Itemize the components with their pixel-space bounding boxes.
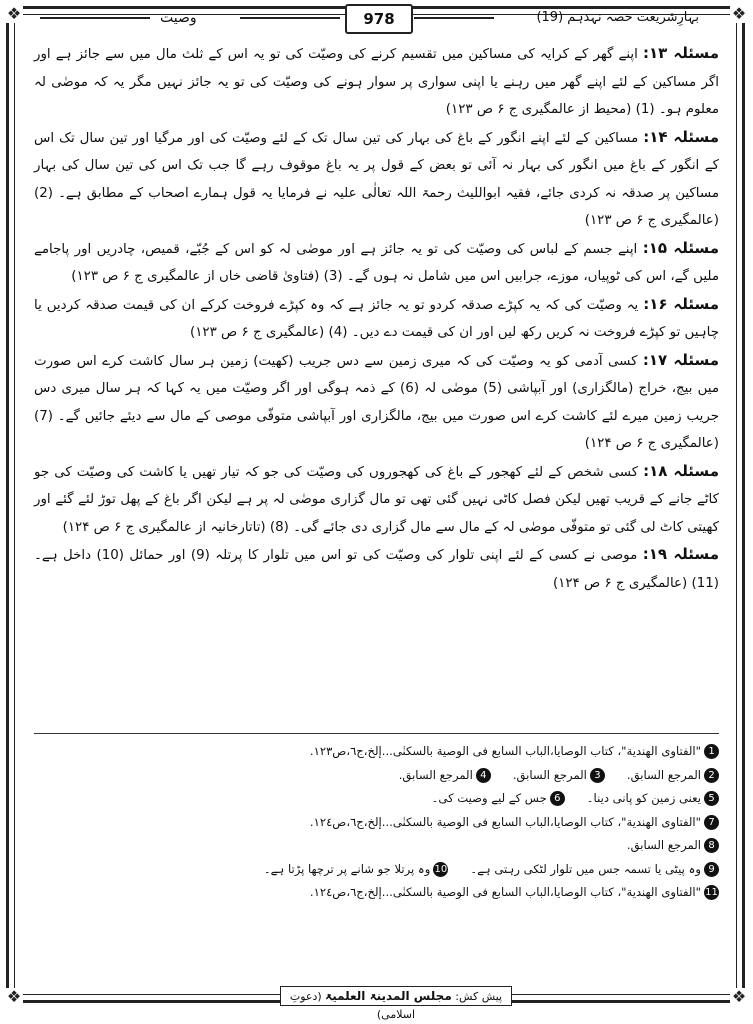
masla-label: مسئلہ ۱۳:: [643, 44, 719, 62]
footnote-text: المرجع السابق.: [626, 838, 701, 852]
footnote-text: "الفتاوی الهندیة"، کتاب الوصایا،الباب السابع فی الوصیة بالسکنٰی...إلخ،ج٦،ص١٢٤.: [309, 885, 701, 899]
footnote-text: یعنی زمین کو پانی دینا۔: [586, 791, 701, 805]
footnote-number: 6: [550, 791, 565, 806]
footnote-number: 8: [704, 838, 719, 853]
footnote: [470, 858, 719, 882]
masla-paragraph: [34, 235, 719, 291]
masla-text: موصی نے کسی کے لئے اپنی تلوار کی وصیّت کی تو اس میں تلوار کا پرتلہ (9) اور حمائل (10) داخل ہے۔ (11) (عالمگیری ج ۶ ص ۱۲۴): [34, 548, 719, 591]
masla-paragraph: [34, 291, 719, 347]
footnote-text: المرجع السابق.: [626, 767, 701, 782]
footnote-number: 3: [590, 768, 605, 783]
body-text: [34, 40, 719, 597]
footnote-text: وہ پیٹی یا تسمہ جس میں تلوار لٹکی رہتی ہے۔: [470, 861, 701, 876]
book-title: بہارِشریعت حصہ نہدہم (19): [536, 10, 699, 25]
publisher-name: مجلس المدینۃ العلمیۃ: [325, 989, 452, 1003]
footnote: [587, 787, 719, 811]
footnote-number: 11: [705, 887, 718, 899]
footnote-separator: [34, 733, 719, 734]
footnote-number: 1: [704, 744, 719, 759]
masla-paragraph: [34, 124, 719, 235]
footnote-text: المرجع السابق.: [512, 767, 587, 782]
ornament-top-right-icon: ❖: [731, 4, 747, 23]
footnote: [627, 834, 719, 858]
masla-text: اپنے گھر کے کرایہ کی مساکین میں تقسیم کرنے کی وصیّت کی تو یہ اس کے ثلث مال میں سے جائز ہے اور اگر مساکین کے لئے اپنے گھر میں رہنے یا اپنی سواری پر سوار ہونے کی وصیّت کی تو یہ جائز نہیں مگر یہ کہ موصٰی لہ معلوم ہو۔ (1) (محیط از عالمگیری ج ۶ ص ۱۲۳): [34, 47, 719, 117]
masla-text: اپنے جسم کے لباس کی وصیّت کی تو یہ جائز ہے اور موصٰی لہ کو اس کے جُبّے، قمیص، چادریں اور پاجامے ملیں گے، اس کی ٹوپیاں، موزے، جرابیں اس میں شامل نہ ہوں گے۔ (3) (فتاویٰ قاضی خاں از عالمگیری ج ۶ ص ۱۲۳): [34, 241, 719, 284]
masla-paragraph: [34, 458, 719, 542]
footnote: [310, 881, 719, 905]
masla-text: یہ وصیّت کی کہ یہ کپڑے صدقہ کردو تو یہ جائز ہے کہ وہ کپڑے فروخت کرکے ان کی قیمت صدقہ کردیں یا چاہیں تو کپڑے فروخت نہ کریں رکھ لیں اور ان کی قیمت دے دیں۔ (4) (عالمگیری ج ۶ ص ۱۲۳): [34, 297, 719, 340]
footnote: [264, 858, 448, 882]
footer-prefix: پیش کش:: [455, 990, 503, 1003]
ornament-bottom-left-icon: ❖: [6, 987, 22, 1006]
masla-paragraph: [34, 40, 719, 124]
masla-text: کسی آدمی کو یہ وصیّت کی کہ میری زمین سے دس جریب (کھیت) زمین ہر سال کاشت کرے اس صورت میں بیج، خراج (مالگزاری) اور آبپاشی (5) موصٰی لہ (6) کے ذمہ ہوگی اور اگر وصیّت میں یہ کہا کہ ہر سال میری دس جریب زمین میرے لئے کاشت کرے اس صورت میں بیج، مالگزاری اور آبپاشی متوفّی موصی کے مال سے دیئے جائیں گے۔ (7) (عالمگیری ج ۶ ص ۱۲۴): [34, 353, 720, 451]
ornament-bottom-right-icon: ❖: [731, 987, 747, 1006]
footnote: [513, 764, 605, 788]
masla-text: کسی شخص کے لئے کھجور کے باغ کی کھجوروں کی وصیّت کی جو کہ تیار تھیں یا کاشت کی وصیّت کی جو کاٹے جانے کے قریب تھیں لیکن فصل کاٹی نہیں گئی تھی تو مال گزاری موصٰی لہ پر ہے لیکن اگر باغ کے پھل توڑ لئے گئے اور کھیتی کاٹ لی گئی تو متوفّی موصٰی لہ کے مال سے مال گزاری دی جائے گی۔ (8) (تاتارخانیہ از عالمگیری ج ۶ ص ۱۲۴): [34, 464, 719, 535]
masla-text: مساکین کے لئے اپنے انگور کے باغ کی بہار کی تین سال تک کے لئے وصیّت کی اور مرگیا اور تین سال تک اس کے انگور کے باغ میں انگور کی بہار نہ آئی تو بعض کے قول پر یہ باغ موقوف رہے گا جب تک اس کی تین سال کی بہار مساکین پر صدقہ نہ کردی جائے، فقیہ ابواللیث رحمۃ اللہ تعالٰی علیہ نے فرمایا یہ قول ہمارے اصحاب کے مطابق ہے۔ (2) (عالمگیری ج ۶ ص ۱۲۳): [34, 130, 719, 228]
footnote-text: "الفتاوی الهندیة"، کتاب الوصایا،الباب السابع فی الوصیة بالسکنٰی...إلخ،ج٦،ص١٢٣.: [309, 744, 701, 758]
footnote-text: "الفتاوی الهندیة"، کتاب الوصایا،الباب السابع فی الوصیة بالسکنٰی...إلخ،ج٦،ص١٢٤.: [309, 814, 701, 829]
header-rule-mid-right: [414, 17, 494, 19]
footnote-text: وہ پرتلا جو شانے پر ترچھا پڑتا ہے۔: [263, 861, 431, 876]
masla-label: مسئلہ ۱۸:: [643, 461, 719, 480]
footnote-number: 5: [704, 791, 719, 806]
header-rule-left: [40, 17, 150, 19]
footnote-number: 7: [704, 815, 719, 830]
masla-label: مسئلہ ۱۵:: [642, 238, 719, 257]
footnote-number: 9: [704, 862, 719, 877]
footnote-number: 2: [704, 768, 719, 783]
footnote: [310, 740, 719, 764]
header-rule-mid-left: [240, 17, 340, 19]
masla-label: مسئلہ ۱۶:: [643, 294, 719, 313]
footnote-text: جس کے لیے وصیت کی۔: [431, 791, 547, 805]
footnote-row: [34, 787, 719, 811]
ornament-top-left-icon: ❖: [6, 4, 22, 23]
footnote-number: 4: [476, 768, 491, 783]
footnotes: [34, 740, 719, 905]
footnote-row: [34, 858, 719, 882]
masla-label: مسئلہ ۱۴:: [643, 127, 720, 146]
page-number: 978: [345, 4, 413, 34]
page-header: [40, 4, 713, 32]
footnote: [432, 787, 565, 811]
footnote-row: [34, 764, 719, 788]
page-footer: [40, 986, 713, 1021]
footnote-row: [34, 881, 719, 905]
publisher-org: (دعوتِ اسلامی): [289, 990, 416, 1021]
masla-label: مسئلہ ۱۹:: [642, 545, 719, 563]
footnote-text: المرجع السابق.: [398, 767, 473, 782]
masla-paragraph: [34, 347, 719, 458]
footnote-row: [34, 740, 719, 764]
footnote-number: 10: [434, 863, 448, 875]
footnote: [627, 764, 719, 788]
publisher-box: [280, 986, 512, 1021]
footnote-row: [34, 834, 719, 858]
masla-paragraph: [34, 541, 719, 597]
footnote: [399, 764, 491, 788]
footnote-row: [34, 811, 719, 835]
masla-label: مسئلہ ۱۷:: [642, 350, 720, 369]
chapter-title: وصیت: [160, 10, 197, 26]
footnote: [310, 811, 719, 835]
